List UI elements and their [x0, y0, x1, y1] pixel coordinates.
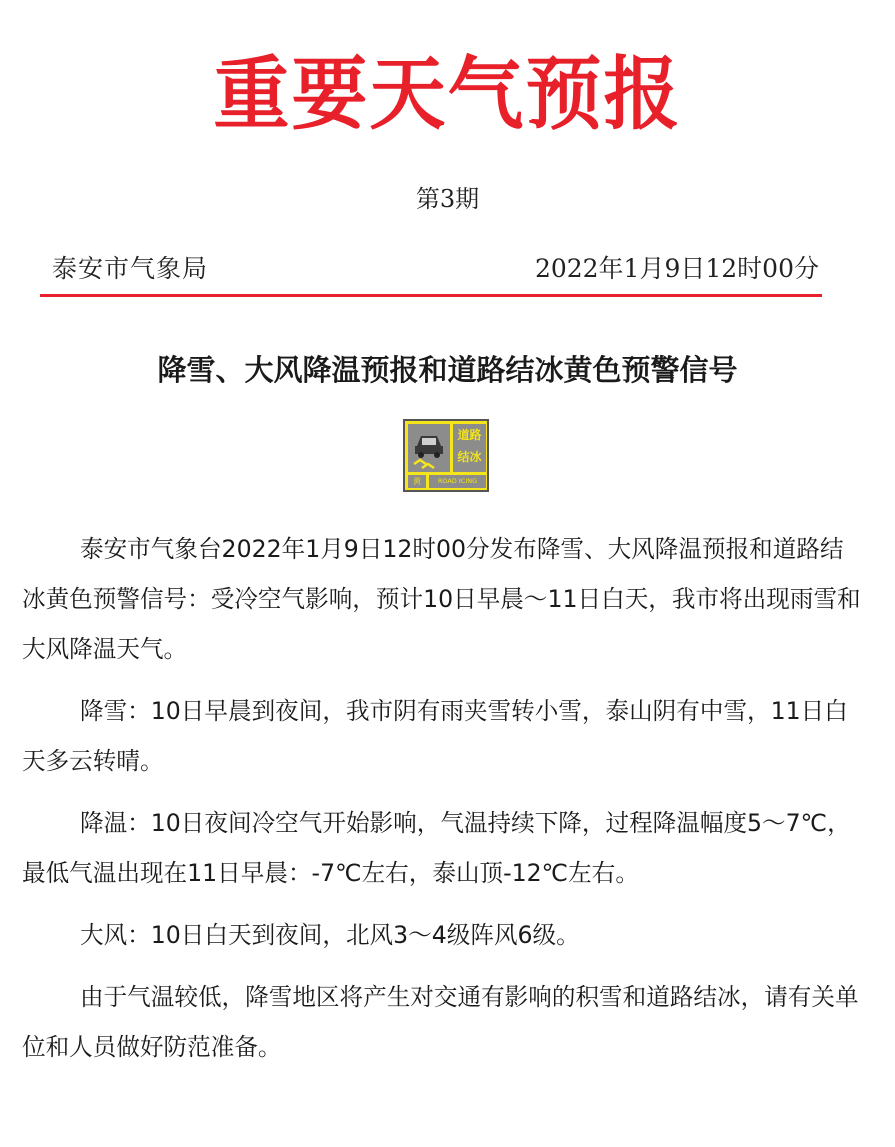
- issuer-name: 泰安市气象局: [52, 254, 209, 283]
- paragraph-snowfall: 降雪：10日早晨到夜间，我市阴有雨夹雪转小雪，泰山阴有中雪，11日白天多云转晴。: [22, 697, 848, 775]
- road-icing-yellow-signal-icon: [403, 419, 489, 492]
- paragraph-cooling: 降温：10日夜间冷空气开始影响，气温持续下降，过程降温幅度5～7℃，最低气温出现在11日早晨：-7℃左右，泰山顶-12℃左右。: [22, 809, 851, 887]
- signal-cn-line2: 结冰: [457, 450, 482, 464]
- signal-level-badge: 黄: [408, 475, 426, 488]
- header-divider: [40, 294, 822, 297]
- signal-cn-line1: 道路: [457, 428, 482, 442]
- paragraph-summary: 泰安市气象台2022年1月9日12时00分发布降雪、大风降温预报和道路结冰黄色预警信号：受冷空气影响，预计10日早晨～11日白天，我市将出现雨雪和大风降温天气。: [22, 535, 861, 663]
- masthead-title: 重要天气预报: [213, 46, 682, 141]
- issue-number: 第3期: [415, 185, 480, 213]
- signal-en-text: ROAD ICING: [429, 475, 486, 488]
- warning-headline: 降雪、大风降温预报和道路结冰黄色预警信号: [157, 353, 738, 387]
- paragraph-wind: 大风：10日白天到夜间，北风3～4级阵风6级。: [80, 921, 580, 949]
- signal-cn-text: [453, 424, 486, 472]
- bulletin-body: [22, 524, 862, 1084]
- icy-car-icon: [408, 424, 450, 472]
- paragraph-advice: 由于气温较低，降雪地区将产生对交通有影响的积雪和道路结冰，请有关单位和人员做好防范准备。: [22, 983, 859, 1061]
- issue-datetime: 2022年1月9日12时00分: [534, 254, 819, 283]
